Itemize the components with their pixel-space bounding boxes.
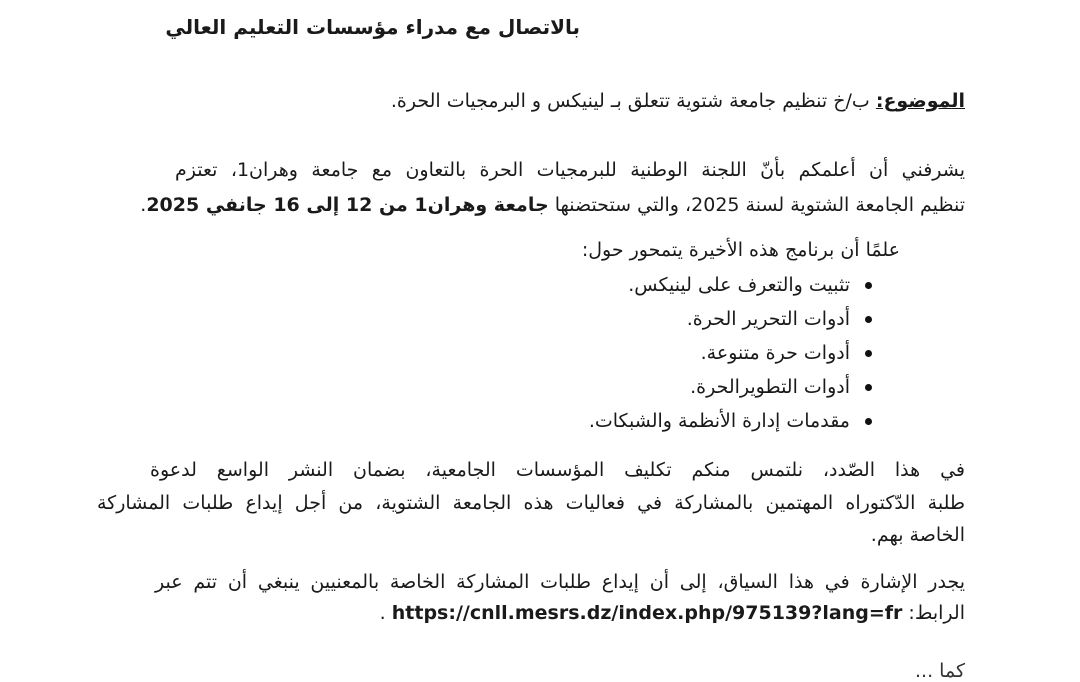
program-item: أدوات التحرير الحرة. bbox=[686, 308, 850, 330]
registration-link[interactable]: https://cnll.mesrs.dz/index.php/975139?lang=fr bbox=[391, 602, 903, 624]
paragraph2-line3: الخاصة بهم. bbox=[870, 524, 965, 546]
subject-label: الموضوع: bbox=[875, 90, 965, 112]
paragraph2-line2: طلبة الدّكتوراه المهتمين بالمشاركة في فعاليات هذه الجامعة الشتوية، من أجل إيداع طلبات المشاركة bbox=[97, 492, 965, 514]
paragraph2-line1: في هذا الصّدد، نلتمس منكم تكليف المؤسسات الجامعية، بضمان النشر الواسع لدعوة bbox=[150, 459, 965, 481]
paragraph3-line2 bbox=[380, 598, 965, 628]
paragraph3-line1: يجدر الإشارة في هذا السياق، إلى أن إيداع طلبات المشاركة الخاصة بالمعنيين ينبغي أن تتم عبر bbox=[155, 571, 965, 593]
program-item: مقدمات إدارة الأنظمة والشبكات. bbox=[588, 410, 850, 432]
paragraph1-line2 bbox=[140, 190, 965, 220]
subject-line bbox=[391, 86, 965, 116]
paragraph1-line1: يشرفني أن أعلمكم بأنّ اللجنة الوطنية للبرمجيات الحرة بالتعاون مع جامعة وهران1، تعتزم bbox=[175, 159, 965, 181]
subject-text: ب/خ تنظيم جامعة شتوية تتعلق بـ لينيكس و البرمجيات الحرة. bbox=[390, 90, 876, 112]
program-item: أدوات حرة متنوعة. bbox=[700, 342, 850, 364]
program-intro: علمًا أن برنامج هذه الأخيرة يتمحور حول: bbox=[581, 239, 900, 261]
event-dates: جامعة وهران1 من 12 إلى 16 جانفي 2025 bbox=[146, 194, 549, 216]
paragraph3-end: . bbox=[379, 602, 392, 624]
bullet-icon bbox=[865, 282, 872, 289]
paragraph1-line2-text: تنظيم الجامعة الشتوية لسنة 2025، والتي ستحتضنها bbox=[548, 194, 965, 216]
program-item: أدوات التطويرالحرة. bbox=[690, 376, 850, 398]
link-label: الرابط: bbox=[902, 602, 965, 624]
bullet-icon bbox=[865, 418, 872, 425]
paragraph1-end: . bbox=[140, 194, 147, 216]
header-line: بالاتصال مع مدراء مؤسسات التعليم العالي bbox=[165, 15, 580, 39]
partial-line: كما ... bbox=[915, 660, 965, 682]
bullet-icon bbox=[865, 316, 872, 323]
bullet-icon bbox=[865, 350, 872, 357]
program-item: تثبيت والتعرف على لينيكس. bbox=[628, 274, 850, 296]
bullet-icon bbox=[865, 384, 872, 391]
